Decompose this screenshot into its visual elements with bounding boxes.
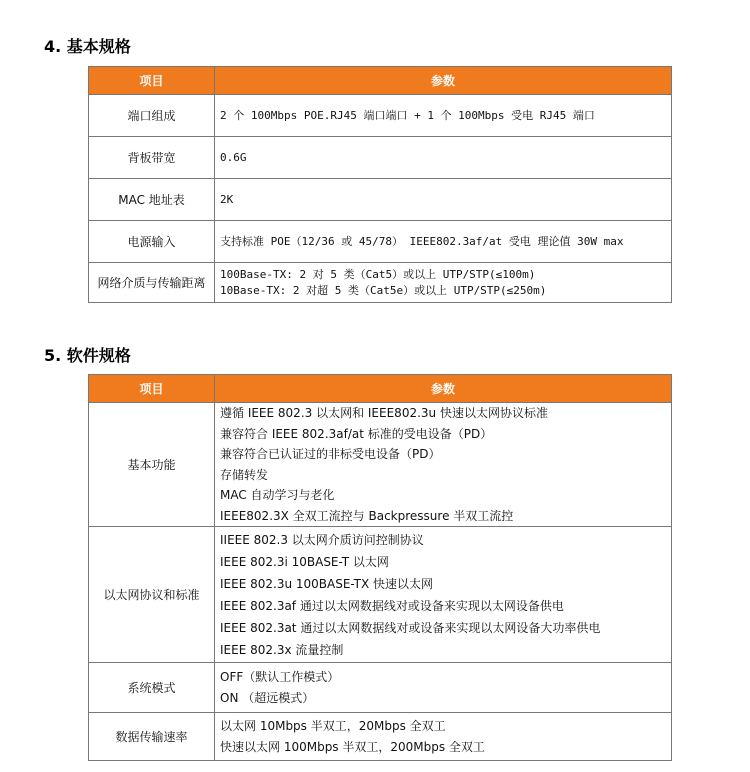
table-row (89, 137, 672, 179)
value-line: OFF（默认工作模式） (220, 669, 340, 684)
row-value (215, 137, 672, 179)
row-value (215, 713, 672, 761)
row-value (215, 663, 672, 713)
value-line: 快速以太网 100Mbps 半双工，200Mbps 全双工 (220, 739, 485, 754)
value-line: IEEE 802.3x 流量控制 (220, 642, 344, 657)
table-header-row (89, 67, 672, 95)
table-row (89, 179, 672, 221)
value-line: 遵循 IEEE 802.3 以太网和 IEEE802.3u 快速以太网协议标准 (220, 406, 548, 420)
row-item: 背板带宽 (89, 137, 215, 179)
row-item: 系统模式 (89, 663, 215, 713)
table-row (89, 221, 672, 263)
value-line: IEEE 802.3af 通过以太网数据线对或设备来实现以太网设备供电 (220, 598, 564, 613)
row-value (215, 263, 672, 303)
value-line: 100Base-TX: 2 对 5 类（Cat5）或以上 UTP/STP(≤100m) (220, 267, 536, 281)
header-item: 项目 (89, 67, 215, 95)
value-line: 存储转发 (220, 467, 269, 482)
table-row (89, 263, 672, 303)
value-line: 2K (220, 192, 234, 206)
section-5-title: 5. 软件规格 (44, 346, 131, 365)
row-item: 以太网协议和标准 (89, 527, 215, 663)
value-line: IIEEE 802.3 以太网介质访问控制协议 (220, 532, 424, 547)
table-row (89, 713, 672, 761)
row-item: MAC 地址表 (89, 179, 215, 221)
software-spec-table (88, 374, 672, 761)
header-item: 项目 (89, 375, 215, 403)
row-value (215, 403, 672, 527)
row-item: 端口组成 (89, 95, 215, 137)
value-line: 兼容符合已认证过的非标受电设备（PD） (220, 447, 441, 461)
row-item: 网络介质与传输距离 (89, 263, 215, 303)
row-value (215, 95, 672, 137)
row-item: 数据传输速率 (89, 713, 215, 761)
value-line: 兼容符合 IEEE 802.3af/at 标准的受电设备（PD） (220, 426, 493, 441)
basic-spec-table (88, 66, 672, 303)
value-line: 2 个 100Mbps POE.RJ45 端口端口 + 1 个 100Mbps 受电 RJ45 端口 (220, 108, 595, 122)
row-value (215, 179, 672, 221)
header-param: 参数 (215, 375, 672, 403)
row-item: 基本功能 (89, 403, 215, 527)
value-line: 支持标准 POE（12/36 或 45/78） IEEE802.3af/at 受电 理论值 30W max (220, 234, 624, 248)
value-line: 10Base-TX: 2 对超 5 类（Cat5e）或以上 UTP/STP(≤250m) (220, 283, 547, 297)
value-line: IEEE 802.3at 通过以太网数据线对或设备来实现以太网设备大功率供电 (220, 620, 601, 635)
header-param: 参数 (215, 67, 672, 95)
table-row (89, 403, 672, 527)
value-line: IEEE802.3X 全双工流控与 Backpressure 半双工流控 (220, 508, 514, 523)
value-line: 0.6G (220, 150, 247, 164)
value-line: IEEE 802.3u 100BASE-TX 快速以太网 (220, 576, 434, 591)
value-line: 以太网 10Mbps 半双工，20Mbps 全双工 (220, 718, 446, 733)
table-header-row (89, 375, 672, 403)
value-line: ON （超远模式） (220, 690, 315, 705)
table-row (89, 527, 672, 663)
table-row (89, 95, 672, 137)
row-item: 电源输入 (89, 221, 215, 263)
value-line: IEEE 802.3i 10BASE-T 以太网 (220, 554, 389, 569)
value-line: MAC 自动学习与老化 (220, 488, 335, 502)
row-value (215, 527, 672, 663)
section-4-title: 4. 基本规格 (44, 37, 131, 56)
row-value (215, 221, 672, 263)
table-row (89, 663, 672, 713)
